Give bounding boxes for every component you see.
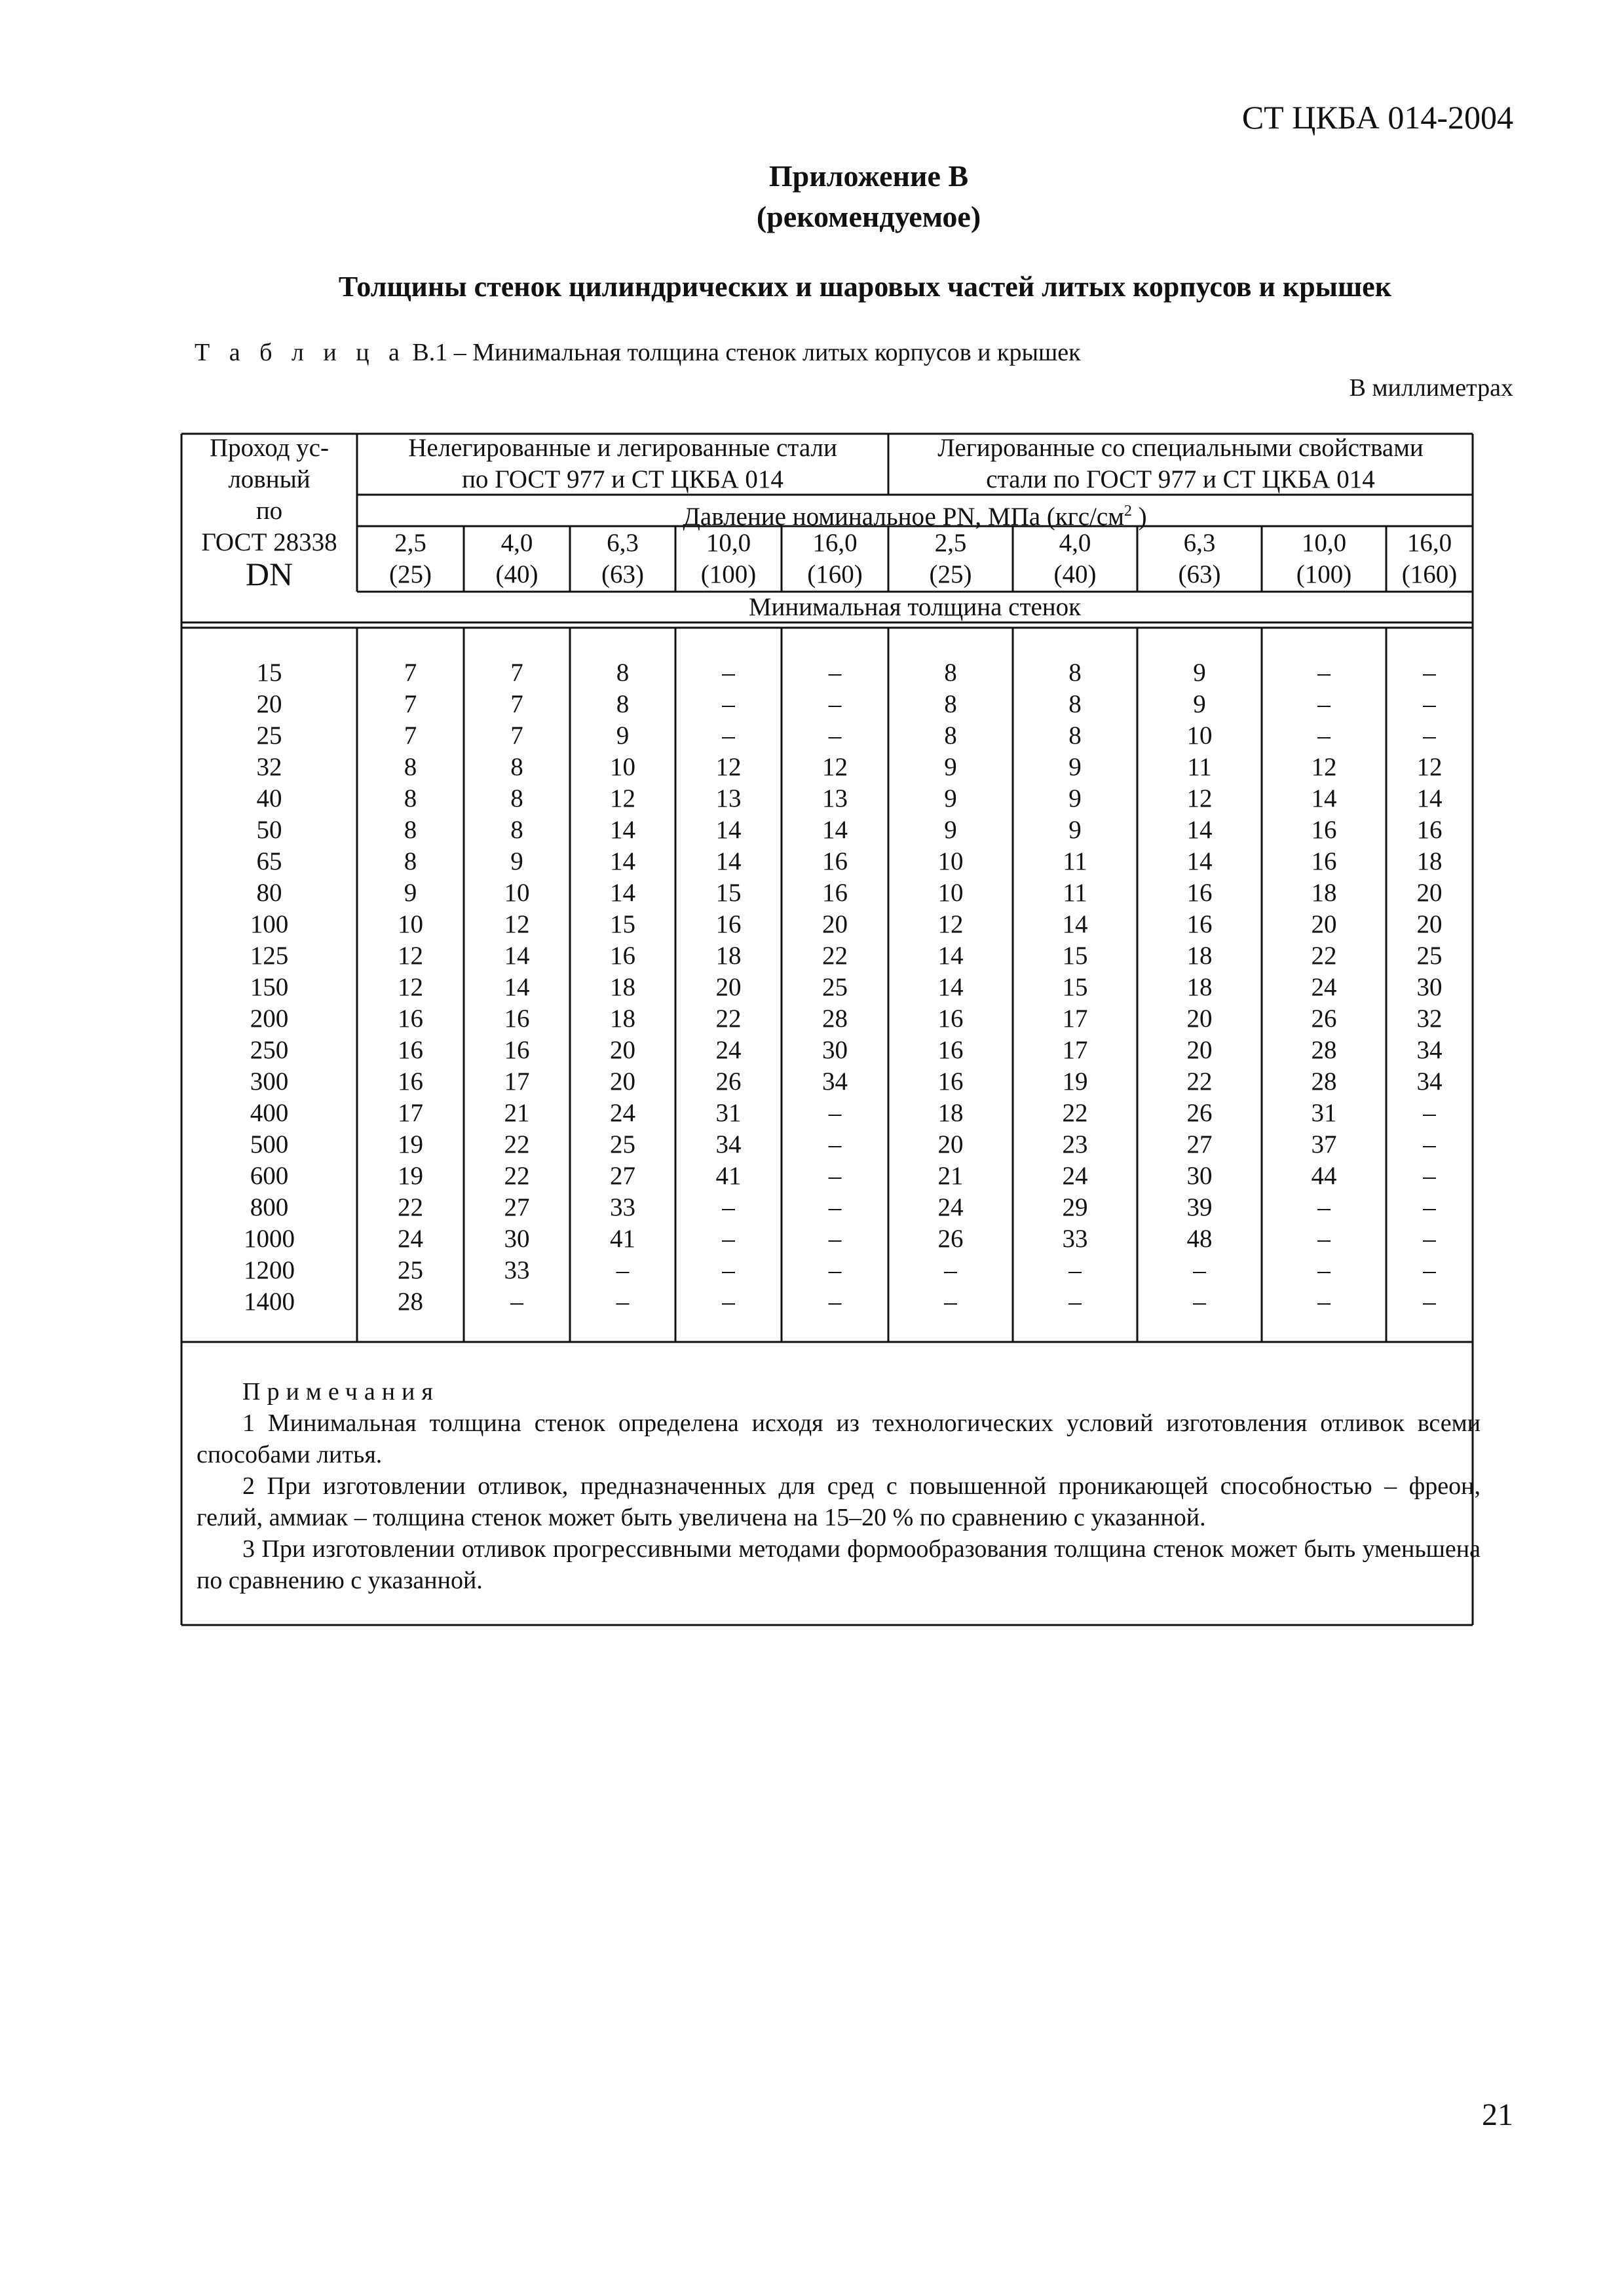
pn-kgf-value: (160) <box>807 560 863 588</box>
thickness-cell: 20 <box>610 1036 635 1064</box>
pn-kgf-value: (160) <box>1401 560 1458 588</box>
page-number: 21 <box>1482 2097 1513 2132</box>
thickness-cell: 20 <box>937 1130 964 1158</box>
thickness-cell: 17 <box>1062 1004 1088 1033</box>
thickness-cell: 23 <box>1062 1130 1088 1158</box>
thickness-cell: 34 <box>1416 1067 1443 1096</box>
dn-cell: 65 <box>256 847 282 875</box>
thickness-cell: 14 <box>937 973 964 1001</box>
thickness-cell: – <box>1068 1256 1082 1284</box>
thickness-cell: 31 <box>715 1099 742 1127</box>
thickness-cell: 24 <box>1311 973 1337 1001</box>
thickness-cell: – <box>1423 1225 1436 1253</box>
thickness-cell: 17 <box>1062 1036 1088 1064</box>
group-header-line: стали по ГОСТ 977 и СТ ЦКБА 014 <box>986 465 1375 493</box>
thickness-cell: 12 <box>398 942 423 970</box>
thickness-cell: 8 <box>510 753 523 781</box>
thickness-cell: 28 <box>822 1004 848 1033</box>
thickness-cell: 28 <box>398 1288 423 1316</box>
appendix-subtitle: (рекомендуемое) <box>756 200 981 233</box>
thickness-cell: 16 <box>504 1036 530 1064</box>
thickness-cell: 14 <box>715 816 742 844</box>
pn-value: 4,0 <box>1059 529 1091 557</box>
thickness-cell: 16 <box>822 879 848 907</box>
thickness-cell: 20 <box>1416 879 1443 907</box>
thickness-cell: 16 <box>937 1036 964 1064</box>
pn-value: 4,0 <box>500 529 533 557</box>
thickness-cell: 30 <box>822 1036 848 1064</box>
dn-cell: 32 <box>256 753 282 781</box>
thickness-cell: 7 <box>510 659 523 687</box>
thickness-cell: 11 <box>1063 847 1087 875</box>
pn-value: 2,5 <box>394 529 426 557</box>
thickness-cell: 22 <box>398 1193 423 1221</box>
dn-cell: 1200 <box>244 1256 295 1284</box>
pn-header-cell <box>1013 527 1137 590</box>
thickness-cell: 18 <box>610 973 635 1001</box>
thickness-cell: 9 <box>1068 784 1082 813</box>
thickness-cell: 22 <box>504 1130 530 1158</box>
pn-value: 16,0 <box>1407 529 1452 557</box>
thickness-cell: 10 <box>1186 721 1213 750</box>
dn-cell: 200 <box>250 1004 289 1033</box>
thickness-cell: – <box>1423 1162 1436 1190</box>
thickness-cell: 10 <box>610 753 635 781</box>
thickness-cell: 21 <box>937 1162 964 1190</box>
thickness-cell: – <box>616 1288 630 1316</box>
thickness-cell: 12 <box>822 753 848 781</box>
thickness-cell: 15 <box>1062 942 1088 970</box>
thickness-cell: 19 <box>398 1130 423 1158</box>
thickness-cell: 33 <box>610 1193 635 1221</box>
thickness-cell: 20 <box>822 910 848 938</box>
document-code: СТ ЦКБА 014-2004 <box>1241 99 1513 136</box>
thickness-cell: – <box>722 1256 735 1284</box>
thickness-cell: 25 <box>398 1256 423 1284</box>
pn-value: 6,3 <box>607 529 639 557</box>
thickness-cell: – <box>1423 690 1436 718</box>
pn-header-cell <box>464 527 570 590</box>
thickness-cell: 13 <box>715 784 742 813</box>
thickness-cell: 8 <box>404 816 417 844</box>
thickness-cell: 31 <box>1311 1099 1337 1127</box>
thickness-cell: 8 <box>1068 690 1082 718</box>
thickness-cell: 32 <box>1416 1004 1443 1033</box>
note-item: 2 При изготовлении отливок, предназначенных для сред с повышенной проникающей способностью – фреон, гелий, аммиак – толщина стенок может быть увеличена на 15–20 % по сравнению с указанной. <box>197 1472 1481 1531</box>
thickness-cell: – <box>1423 1256 1436 1284</box>
thickness-cell: 22 <box>715 1004 742 1033</box>
thickness-cell: – <box>944 1288 957 1316</box>
thickness-cell: 14 <box>1186 847 1213 875</box>
thickness-cell: 20 <box>1186 1036 1213 1064</box>
thickness-cell: – <box>828 1099 842 1127</box>
pn-value: 2,5 <box>934 529 967 557</box>
pn-header-cell <box>888 527 1013 590</box>
dn-header-line: Проход ус- <box>210 434 329 462</box>
thickness-cell: 41 <box>610 1225 635 1253</box>
thickness-cell: 27 <box>504 1193 530 1221</box>
dn-header-line: ловный <box>228 465 311 493</box>
thickness-cell: 8 <box>944 659 957 687</box>
thickness-cell: – <box>1317 690 1331 718</box>
dn-cell: 400 <box>250 1099 289 1127</box>
thickness-cell: 24 <box>398 1225 423 1253</box>
thickness-cell: 8 <box>944 721 957 750</box>
thickness-cell: – <box>1317 1288 1331 1316</box>
thickness-cell: 20 <box>1416 910 1443 938</box>
thickness-cell: – <box>828 1256 842 1284</box>
appendix-title: Приложение В <box>768 159 969 193</box>
thickness-cell: 15 <box>610 910 635 938</box>
thickness-cell: – <box>510 1288 523 1316</box>
thickness-cell: 12 <box>504 910 530 938</box>
notes-section <box>197 1376 1481 1596</box>
thickness-cell: 25 <box>1416 942 1443 970</box>
thickness-cell: 19 <box>398 1162 423 1190</box>
pn-kgf-value: (63) <box>1178 560 1221 588</box>
thickness-cell: 33 <box>1062 1225 1088 1253</box>
thickness-cell: 24 <box>610 1099 635 1127</box>
min-thickness-header: Минимальная толщина стенок <box>748 593 1082 621</box>
thickness-cell: – <box>722 1225 735 1253</box>
thickness-cell: 16 <box>1186 879 1213 907</box>
pn-value: 10,0 <box>1301 529 1347 557</box>
thickness-cell: 7 <box>510 690 523 718</box>
thickness-cell: 24 <box>937 1193 964 1221</box>
thickness-cell: 12 <box>1311 753 1337 781</box>
thickness-cell: – <box>722 690 735 718</box>
thickness-cell: – <box>828 1225 842 1253</box>
dn-cell: 1000 <box>244 1225 295 1253</box>
thickness-cell: 21 <box>504 1099 530 1127</box>
thickness-cell: 26 <box>1311 1004 1337 1033</box>
thickness-cell: 22 <box>822 942 848 970</box>
thickness-cell: 8 <box>616 690 630 718</box>
thickness-cell: 15 <box>715 879 742 907</box>
thickness-cell: 34 <box>715 1130 742 1158</box>
thickness-cell: 14 <box>610 879 635 907</box>
pn-kgf-value: (40) <box>495 560 538 588</box>
thickness-cell: 19 <box>1062 1067 1088 1096</box>
thickness-cell: 9 <box>944 816 957 844</box>
thickness-cell: 16 <box>937 1067 964 1096</box>
thickness-cell: 14 <box>504 942 530 970</box>
thickness-cell: 22 <box>504 1162 530 1190</box>
dn-cell: 1400 <box>244 1288 295 1316</box>
note-item: 3 При изготовлении отливок прогрессивными методами формообразования толщина стенок может быть уменьшена по сравнению с указанной. <box>197 1535 1481 1594</box>
thickness-cell: 12 <box>1186 784 1213 813</box>
thickness-cell: – <box>1317 659 1331 687</box>
thickness-cell: 28 <box>1311 1067 1337 1096</box>
thickness-cell: 14 <box>610 816 635 844</box>
thickness-cell: 34 <box>1416 1036 1443 1064</box>
thickness-cell: 18 <box>610 1004 635 1033</box>
thickness-cell: 8 <box>1068 659 1082 687</box>
thickness-cell: – <box>1423 1288 1436 1316</box>
notes-title: Примечания <box>242 1378 440 1406</box>
pressure-unit-superscript: 2 <box>1124 503 1132 520</box>
thickness-cell: – <box>616 1256 630 1284</box>
dn-cell: 80 <box>256 879 282 907</box>
pn-value: 10,0 <box>706 529 751 557</box>
thickness-cell: 18 <box>1311 879 1337 907</box>
dn-cell: 125 <box>250 942 289 970</box>
pn-header-cell <box>357 527 464 590</box>
thickness-cell: 9 <box>404 879 417 907</box>
thickness-cell: 26 <box>715 1067 742 1096</box>
thickness-cell: – <box>1423 1193 1436 1221</box>
thickness-cell: – <box>722 1193 735 1221</box>
thickness-cell: – <box>1317 1193 1331 1221</box>
note-item: 1 Минимальная толщина стенок определена исходя из технологических условий изготовления отливок всеми способами литья. <box>197 1409 1481 1468</box>
thickness-cell: 9 <box>616 721 630 750</box>
thickness-cell: 12 <box>610 784 635 813</box>
pn-kgf-value: (40) <box>1053 560 1097 588</box>
thickness-cell: – <box>1068 1288 1082 1316</box>
thickness-cell: 8 <box>944 690 957 718</box>
thickness-cell: 25 <box>822 973 848 1001</box>
thickness-cell: 30 <box>504 1225 530 1253</box>
thickness-cell: – <box>828 1162 842 1190</box>
dn-cell: 25 <box>256 721 282 750</box>
thickness-cell: 30 <box>1416 973 1443 1001</box>
thickness-cell: 39 <box>1186 1193 1213 1221</box>
thickness-cell: 14 <box>715 847 742 875</box>
dn-header-line: по <box>255 497 283 525</box>
thickness-cell: 9 <box>1068 753 1082 781</box>
thickness-cell: 22 <box>1062 1099 1088 1127</box>
thickness-cell: 12 <box>937 910 964 938</box>
thickness-cell: 11 <box>1187 753 1212 781</box>
thickness-cell: 16 <box>1311 816 1337 844</box>
thickness-cell: 8 <box>510 816 523 844</box>
dn-cell: 20 <box>256 690 282 718</box>
thickness-cell: – <box>828 1130 842 1158</box>
thickness-cell: 10 <box>398 910 423 938</box>
thickness-cell: 30 <box>1186 1162 1213 1190</box>
thickness-cell: 22 <box>1186 1067 1213 1096</box>
thickness-cell: 7 <box>404 690 417 718</box>
thickness-cell: – <box>722 1288 735 1316</box>
thickness-cell: 8 <box>1068 721 1082 750</box>
pn-value: 6,3 <box>1183 529 1216 557</box>
group-header-line: Нелегированные и легированные стали <box>408 434 837 462</box>
thickness-cell: 16 <box>610 942 635 970</box>
thickness-cell: 16 <box>398 1067 423 1096</box>
thickness-cell: – <box>1193 1288 1206 1316</box>
thickness-cell: 44 <box>1311 1162 1337 1190</box>
table-caption-label: Т а б л и ц а <box>195 339 406 366</box>
thickness-cell: 18 <box>937 1099 964 1127</box>
thickness-cell: 14 <box>504 973 530 1001</box>
thickness-cell: – <box>828 721 842 750</box>
thickness-cell: – <box>722 659 735 687</box>
thickness-cell: 24 <box>715 1036 742 1064</box>
pn-kgf-value: (25) <box>389 560 432 588</box>
thickness-cell: – <box>1317 1225 1331 1253</box>
thickness-cell: 20 <box>1311 910 1337 938</box>
thickness-cell: – <box>1423 659 1436 687</box>
thickness-cell: 10 <box>504 879 530 907</box>
thickness-cell: – <box>1193 1256 1206 1284</box>
pn-value: 16,0 <box>812 529 858 557</box>
thickness-cell: 28 <box>1311 1036 1337 1064</box>
dn-cell: 100 <box>250 910 289 938</box>
dn-cell: 150 <box>250 973 289 1001</box>
thickness-cell: – <box>828 1288 842 1316</box>
thickness-cell: 18 <box>1186 973 1213 1001</box>
dn-cell: 40 <box>256 784 282 813</box>
thickness-cell: – <box>1317 1256 1331 1284</box>
dn-cell: 50 <box>256 816 282 844</box>
pn-kgf-value: (63) <box>601 560 644 588</box>
thickness-cell: 16 <box>822 847 848 875</box>
table-units: В миллиметрах <box>1349 374 1513 402</box>
pressure-label-close: ) <box>1131 503 1147 531</box>
thickness-cell: – <box>828 659 842 687</box>
pn-kgf-value: (100) <box>1296 560 1352 588</box>
thickness-cell: 12 <box>398 973 423 1001</box>
thickness-cell: 7 <box>510 721 523 750</box>
thickness-cell: 14 <box>1311 784 1337 813</box>
thickness-cell: 20 <box>715 973 742 1001</box>
pn-header-cell <box>570 527 675 590</box>
thickness-cell: 26 <box>1186 1099 1213 1127</box>
thickness-cell: 18 <box>1416 847 1443 875</box>
thickness-cell: 18 <box>715 942 742 970</box>
pn-header-cell <box>1386 527 1473 590</box>
thickness-cell: – <box>1423 721 1436 750</box>
thickness-cell: 34 <box>822 1067 848 1096</box>
thickness-cell: 12 <box>1416 753 1443 781</box>
dn-cell: 300 <box>250 1067 289 1096</box>
thickness-cell: 9 <box>944 784 957 813</box>
thickness-cell: 8 <box>404 753 417 781</box>
thickness-cell: 26 <box>937 1225 964 1253</box>
thickness-cell: 14 <box>822 816 848 844</box>
thickness-cell: 27 <box>610 1162 635 1190</box>
thickness-cell: 7 <box>404 721 417 750</box>
thickness-cell: – <box>722 721 735 750</box>
thickness-cell: 33 <box>504 1256 530 1284</box>
thickness-cell: 27 <box>1186 1130 1213 1158</box>
thickness-cell: 16 <box>1186 910 1213 938</box>
thickness-cell: 9 <box>1193 690 1206 718</box>
group-header-special <box>888 432 1473 495</box>
thickness-cell: 16 <box>715 910 742 938</box>
thickness-cell: 9 <box>1193 659 1206 687</box>
dn-cell: 800 <box>250 1193 289 1221</box>
pn-header-cell <box>1262 527 1386 590</box>
group-header-line: по ГОСТ 977 и СТ ЦКБА 014 <box>462 465 784 493</box>
thickness-cell: 37 <box>1311 1130 1337 1158</box>
thickness-cell: – <box>1423 1099 1436 1127</box>
thickness-cell: 14 <box>1186 816 1213 844</box>
thickness-cell: 16 <box>398 1004 423 1033</box>
thickness-cell: 18 <box>1186 942 1213 970</box>
pn-kgf-value: (100) <box>700 560 757 588</box>
thickness-cell: – <box>828 690 842 718</box>
thickness-cell: 10 <box>937 847 964 875</box>
thickness-cell: – <box>944 1256 957 1284</box>
thickness-cell: – <box>1423 1130 1436 1158</box>
dn-cell: 15 <box>256 659 282 687</box>
pn-kgf-value: (25) <box>929 560 972 588</box>
thickness-cell: 14 <box>610 847 635 875</box>
thickness-cell: 14 <box>937 942 964 970</box>
thickness-cell: 48 <box>1186 1225 1213 1253</box>
thickness-cell: 14 <box>1416 784 1443 813</box>
thickness-cell: 8 <box>404 784 417 813</box>
thickness-cell: 7 <box>404 659 417 687</box>
pressure-label: Давление номинальное PN, МПа (кгс/см <box>683 503 1124 531</box>
dn-cell: 250 <box>250 1036 289 1064</box>
thickness-cell: 20 <box>1186 1004 1213 1033</box>
pn-header-cell <box>675 527 782 590</box>
thickness-cell: 12 <box>715 753 742 781</box>
dn-cell: 600 <box>250 1162 289 1190</box>
thickness-cell: 22 <box>1311 942 1337 970</box>
thickness-cell: – <box>1317 721 1331 750</box>
thickness-cell: 29 <box>1062 1193 1088 1221</box>
thickness-cell: 24 <box>1062 1162 1088 1190</box>
table-caption-text: В.1 – Минимальная толщина стенок литых корпусов и крышек <box>406 339 1081 366</box>
pn-header-cell <box>782 527 888 590</box>
dn-header-line: ГОСТ 28338 <box>201 528 337 556</box>
thickness-cell: 8 <box>404 847 417 875</box>
section-title: Толщины стенок цилиндрических и шаровых частей литых корпусов и крышек <box>338 271 1392 303</box>
thickness-cell: 13 <box>822 784 848 813</box>
thickness-cell: 10 <box>937 879 964 907</box>
thickness-cell: 16 <box>1311 847 1337 875</box>
thickness-cell: 9 <box>510 847 523 875</box>
thickness-cell: 16 <box>937 1004 964 1033</box>
thickness-cell: 8 <box>616 659 630 687</box>
thickness-cell: 17 <box>398 1099 423 1127</box>
thickness-cell: 16 <box>1416 816 1443 844</box>
pn-header-cell <box>1137 527 1262 590</box>
thickness-cell: 17 <box>504 1067 530 1096</box>
dn-column-header <box>181 432 357 590</box>
thickness-cell: 14 <box>1062 910 1088 938</box>
thickness-cell: – <box>828 1193 842 1221</box>
thickness-cell: 9 <box>944 753 957 781</box>
group-header-unalloyed <box>357 432 888 495</box>
dn-cell: 500 <box>250 1130 289 1158</box>
thickness-cell: 8 <box>510 784 523 813</box>
thickness-cell: 11 <box>1063 879 1087 907</box>
thickness-cell: 9 <box>1068 816 1082 844</box>
group-header-line: Легированные со специальными свойствами <box>937 434 1424 462</box>
thickness-cell: 16 <box>398 1036 423 1064</box>
thickness-cell: 16 <box>504 1004 530 1033</box>
thickness-cell: 20 <box>610 1067 635 1096</box>
dn-header-symbol: DN <box>245 556 293 592</box>
thickness-cell: 25 <box>610 1130 635 1158</box>
thickness-cell: 41 <box>715 1162 742 1190</box>
thickness-cell: 15 <box>1062 973 1088 1001</box>
